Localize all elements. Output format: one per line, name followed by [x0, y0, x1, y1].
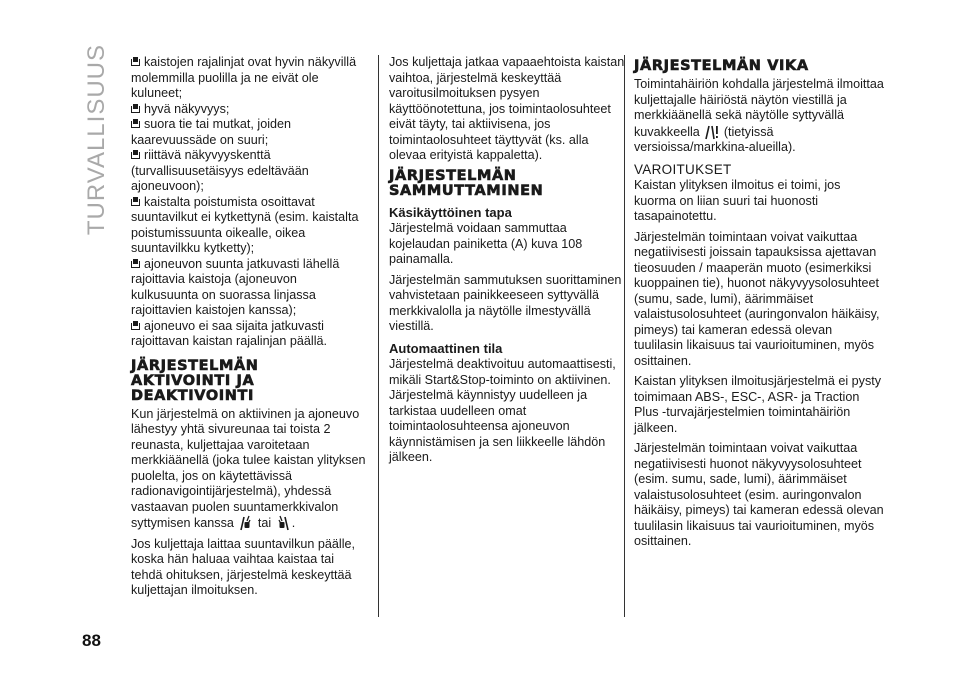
list-item: suora tie tai mutkat, joiden kaarevuussäde on suuri; — [131, 117, 292, 147]
warnings-heading: VAROITUKSET — [634, 161, 732, 177]
lane-departure-left-icon — [238, 515, 253, 531]
section-title-text: TURVALLISUUS — [83, 44, 110, 236]
bullet-icon — [131, 259, 140, 269]
bullet-icon — [131, 104, 140, 114]
paragraph: Kun järjestelmä on aktiivinen ja ajoneuvo lähestyy yhtä sivureunaa tai toista 2 reunasta, kuljettajaa varoitetaan merkkiäänellä (joka tulee kaistan ylityksen puolelta, jos on käytettävissä radionavigointijärjestelmä), yhdessä vastaavan puolen suuntamerkkivalon syttymisen kanssa tai . — [131, 406, 366, 530]
section-title-vertical — [83, 44, 110, 236]
paragraph: Toimintahäiriön kohdalla järjestelmä ilmoittaa kuljettajalle häiriöstä näytön viestillä ja merkkiäänellä sekä näytölle syttyvällä kuvakkeella (tietyissä versioissa/markkina-alueilla). — [634, 77, 884, 154]
page-number: 88 — [82, 631, 101, 650]
paragraph: Järjestelmä deaktivoituu automaattisesti, mikäli Start&Stop-toiminto on aktiivinen. Järjestelmä käynnistyy uudelleen ja tarkistaa uudelleen omat toimintaolosuhteensa ajoneuvon käynnistämisen ja sen liikkeelle lähdön jälkeen. — [389, 357, 616, 464]
list-item: riittävä näkyvyyskenttä (turvallisuusetäisyys edeltävään ajoneuvoon); — [131, 148, 309, 193]
condition-list — [131, 55, 367, 350]
bullet-icon — [131, 150, 140, 160]
subheading-manual: Käsikäyttöinen tapa — [389, 204, 512, 220]
paragraph: Järjestelmän toimintaan voivat vaikuttaa negatiivisesti joissain tapauksissa ajettavan tieosuuden / maaperän muoto (esimerkiksi kuoppainen tie), huonot näkyvyysolosuhteet (sumu, sade, lumi), äärimmäiset valaistusolosuhteet (auringonvalon häikäisy, pimeys) tai kameran edessä olevan tuulilasin likaisuus tai vaurioituminen, myös osittainen. — [634, 229, 880, 368]
section-heading-activation: JÄRJESTELMÄN AKTIVOINTI JA DEAKTIVOINTI — [131, 357, 259, 404]
section-heading-shutdown: JÄRJESTELMÄN SAMMUTTAMINEN — [389, 167, 544, 199]
list-item: kaistalta poistumista osoittavat suuntavilkut ei kytkettynä (esim. kaistalta poistumissuunta oikealle, oikea suuntavilkku kytketty); — [131, 194, 359, 255]
paragraph: Järjestelmän sammutuksen suorittaminen vahvistetaan painikkeeseen syttyvällä merkkivalolla ja näytölle ilmestyvällä viestillä. — [389, 272, 622, 333]
bullet-icon — [131, 57, 140, 67]
lane-fault-warning-icon — [704, 124, 719, 140]
column-3 — [634, 55, 884, 555]
column-2 — [389, 55, 625, 471]
paragraph: Kaistan ylityksen ilmoitusjärjestelmä ei pysty toimimaan ABS-, ESC-, ASR- ja Traction Plus -turvajärjestelmien toimintahäiriön jälkeen. — [634, 374, 882, 435]
subheading-automatic: Automaattinen tila — [389, 340, 503, 356]
list-item: hyvä näkyvyys; — [131, 102, 367, 118]
bullet-icon — [131, 197, 140, 207]
list-item: kaistojen rajalinjat ovat hyvin näkyvillä molemmilla puolilla ja ne eivät ole kuluneet; — [131, 55, 357, 100]
list-item: ajoneuvon suunta jatkuvasti lähellä rajoittavia kaistoja (ajoneuvon kulkusuunta on suorassa linjassa rajoittavien kaistojen kanssa); — [131, 256, 340, 317]
bullet-icon — [131, 119, 140, 129]
paragraph: Kaistan ylityksen ilmoitus ei toimi, jos kuorma on liian suuri tai huonosti tasapainotettu. — [634, 178, 841, 223]
column-divider — [378, 55, 379, 617]
list-item: ajoneuvo ei saa sijaita jatkuvasti rajoittavan kaistan rajalinjan päällä. — [131, 318, 328, 348]
section-heading-fault: JÄRJESTELMÄN VIKA — [634, 58, 809, 74]
paragraph: Jos kuljettaja laittaa suuntavilkun päälle, koska hän haluaa vaihtaa kaistaa tai tehdä ohituksen, järjestelmä keskeyttää kuljettajan ilmoituksen. — [131, 536, 356, 597]
lane-departure-right-icon — [276, 515, 291, 531]
column-1 — [131, 55, 367, 604]
bullet-icon — [131, 321, 140, 331]
paragraph: Järjestelmän toimintaan voivat vaikuttaa negatiivisesti huonot näkyvyysolosuhteet (esim. sumu, sade, lumi), äärimmäiset valaistusolosuhteet (esim. auringonvalon häikäisy, pimeys) tai kameran edessä olevan tuulilasin likaisuus tai vaurioituminen, myös osittainen. — [634, 441, 884, 548]
paragraph: Järjestelmä voidaan sammuttaa kojelaudan painiketta (A) kuva 108 painamalla. — [389, 221, 583, 266]
paragraph: Jos kuljettaja jatkaa vapaaehtoista kaistan vaihtoa, järjestelmä keskeyttää varoitusilmoituksen pysyen käyttöönotettuna, jos toimintaolosuhteet eivät täyty, tai aktiivisena, jos toimintaolosuhteet täyttyvät (ks. alla olevaa erityistä kappaletta). — [389, 55, 625, 162]
